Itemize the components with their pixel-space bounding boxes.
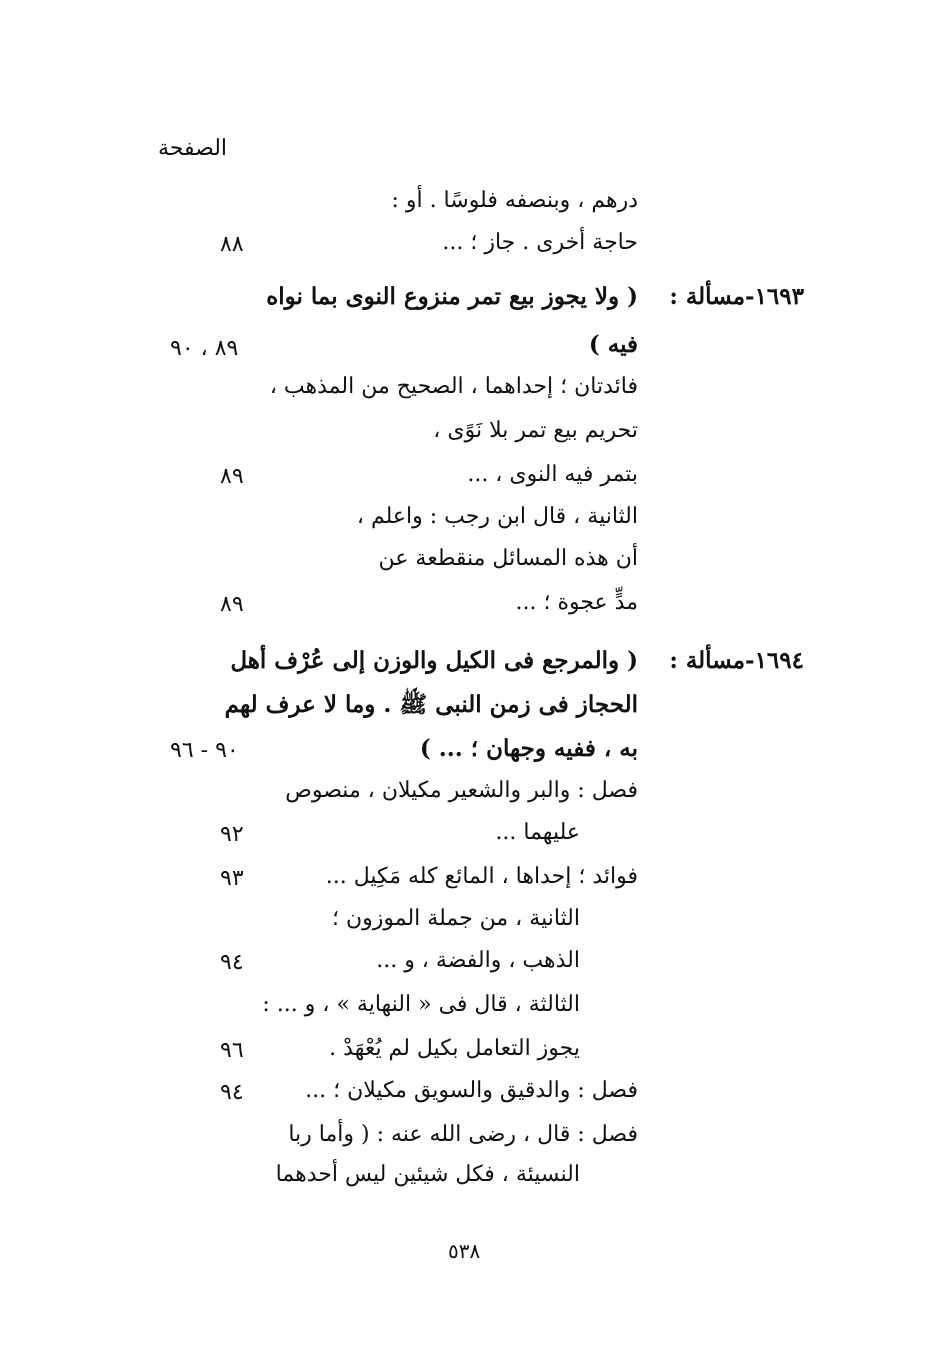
page-reference: ٩٦	[220, 1038, 244, 1063]
entry-text-line: فائدتان ؛ إحداهما ، الصحيح من المذهب ،	[269, 374, 638, 399]
entry-text-line: الذهب ، والفضة ، و ...	[376, 948, 580, 973]
entry-text-line: فوائد ؛ إحداها ، المائع كله مَكِيل ...	[325, 864, 638, 889]
entry-text-line: فصل : قال ، رضى الله عنه : ( وأما ربا	[288, 1122, 638, 1147]
entry-heading-line: الحجاز فى زمن النبى ﷺ . وما لا عرف لهم	[224, 691, 638, 718]
entry-text-line: النسيئة ، فكل شيئين ليس أحدهما	[275, 1162, 580, 1187]
entry-text-line: الثالثة ، قال فى « النهاية » ، و ... :	[262, 992, 580, 1017]
entry-heading-line: ( والمرجع فى الكيل والوزن إلى عُرْف أهل	[230, 647, 638, 674]
entry-heading-line: به ، ففيه وجهان ؛ ... )	[419, 735, 638, 762]
entry-text-line: فصل : والدقيق والسويق مكيلان ؛ ...	[305, 1078, 638, 1103]
entry-text-line: الثانية ، قال ابن رجب : واعلم ،	[356, 504, 638, 529]
entry-text-line: الثانية ، من جملة الموزون ؛	[331, 906, 580, 931]
page-reference: ٩٤	[220, 950, 244, 975]
page-column-header: الصفحة	[158, 136, 228, 161]
page-reference: ٨٩ ، ٩٠	[170, 336, 239, 361]
page-reference: ٩٣	[220, 866, 244, 891]
entry-label: ١٦٩٤-مسألة :	[669, 647, 804, 674]
entry-heading-line: فيه )	[588, 331, 638, 358]
entry-text-line: فصل : والبر والشعير مكيلان ، منصوص	[285, 778, 638, 803]
entry-text-line: حاجة أخرى . جاز ؛ ...	[442, 230, 638, 255]
page-reference: ٨٨	[220, 232, 244, 257]
entry-text-line: أن هذه المسائل منقطعة عن	[378, 546, 638, 571]
page-reference: ٩٠ - ٩٦	[170, 738, 239, 763]
entry-label: ١٦٩٣-مسألة :	[669, 283, 804, 310]
page-reference: ٨٩	[220, 464, 244, 489]
page-reference: ٩٤	[220, 1080, 244, 1105]
entry-text-line: مدٍّ عجوة ؛ ...	[515, 590, 638, 615]
entry-text-line: تحريم بيع تمر بلا نَوًى ،	[433, 418, 638, 443]
entry-heading-line: ( ولا يجوز بيع تمر منزوع النوى بما نواه	[266, 283, 638, 310]
entry-text-line: درهم ، وبنصفه فلوسًا . أو :	[391, 188, 638, 213]
entry-text-line: بتمر فيه النوى ، ...	[467, 462, 638, 487]
page-reference: ٨٩	[220, 592, 244, 617]
page-reference: ٩٢	[220, 822, 244, 847]
entry-text-line: يجوز التعامل بكيل لم يُعْهَدْ .	[329, 1036, 580, 1061]
entry-text-line: عليهما ...	[495, 820, 580, 845]
page-number: ٥٣٨	[448, 1239, 481, 1263]
